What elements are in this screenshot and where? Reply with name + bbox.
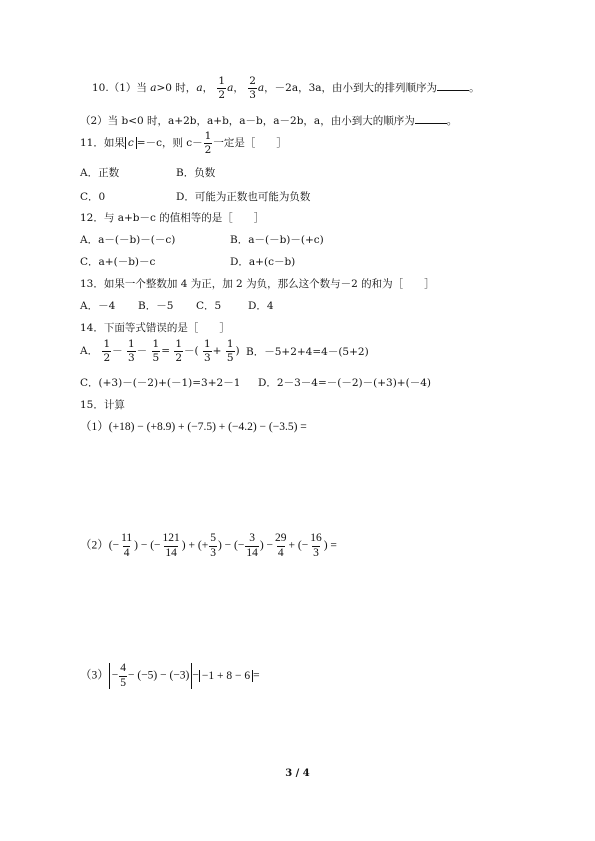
fraction: $\frac{1}{5}$ — [226, 338, 234, 364]
answer-blank[interactable] — [415, 114, 447, 124]
q14-option-a: A． $\frac{1}{2}$ － $\frac{1}{3}$ － $\frac{1}{5}$ = $\frac{1}{2}$ －( $\frac{1}{3}$ + $\frac{1}{5}$ ) — [80, 338, 240, 364]
fraction: $\frac{16}{3}$ — [310, 532, 322, 559]
fraction: $\frac{11}{4}$ — [121, 532, 133, 559]
q13-option-a: A．－4 — [80, 300, 116, 312]
q13-option-b: B．－5 — [138, 300, 174, 312]
q11-option-a: A．正数 — [80, 167, 120, 179]
fraction: $\frac{1}{3}$ — [203, 338, 211, 364]
q15-expression-2: （2）(− $\frac{11}{4}$ ) − (− $\frac{121}{14}$ ) + (+ $\frac{5}{3}$ ) − (− $\frac{3}{14}$ ) − $\frac{29}{4}$ + (− $\frac{16}{3}$ ) = — [80, 532, 337, 559]
fraction: $\frac{3}{14}$ — [246, 532, 258, 559]
q14-option-c: C．(+3)－(－2)+(－1)=3+2－1 — [80, 377, 241, 389]
fraction: $\frac{5}{3}$ — [210, 532, 216, 559]
q11-option-c: C．0 — [80, 191, 106, 203]
q11-stem: 11．如果 c =－c，则 c－ $\frac{1}{2}$ 一定是［ ］ — [80, 130, 287, 156]
fraction: $\frac{4}{5}$ — [120, 662, 126, 689]
q14-option-d: D．2－3－4=－(－2)－(+3)+(－4) — [258, 377, 431, 389]
q15-stem: 15．计算 — [80, 399, 125, 411]
q14-stem: 14．下面等式错误的是［ ］ — [80, 322, 230, 334]
answer-blank[interactable] — [437, 81, 469, 91]
fraction: $\frac{1}{2}$ — [175, 338, 183, 364]
fraction-2-3: $\frac{2}{3}$ — [249, 75, 256, 101]
fraction: $\frac{1}{5}$ — [152, 338, 160, 364]
q13-option-d: D．4 — [248, 300, 274, 312]
q12-option-c: C．a+(－b)－c — [80, 256, 156, 268]
q10-line1: 10.（1）当 a>0 时，a， $\frac{1}{2}$ a， $\frac{2}{3}$ a，－2a，3a，由小到大的排列顺序为 。 — [92, 75, 480, 101]
q12-option-d: D．a+(c－b) — [230, 256, 296, 268]
q12-option-b: B．a－(－b)－(+c) — [230, 234, 324, 246]
q14-option-b: B．－5+2+4=4－(5+2) — [246, 346, 369, 358]
q15-expression-3: （3） − $\frac{4}{5}$ − (−5) − (−3) − −1 + 8 − 6 = — [80, 662, 260, 689]
fraction: $\frac{29}{4}$ — [275, 532, 287, 559]
q12-stem: 12．与 a+b－c 的值相等的是［ ］ — [80, 212, 265, 224]
fraction-1-2: $\frac{1}{2}$ — [204, 130, 212, 156]
page-number: 3 / 4 — [285, 768, 310, 779]
q13-stem: 13．如果一个整数加 4 为正，加 2 为负，那么这个数与－2 的和为［ ］ — [80, 278, 435, 290]
absolute-value-2: −1 + 8 − 6 — [199, 670, 253, 682]
absolute-value-1: − $\frac{4}{5}$ − (−5) − (−3) — [109, 663, 193, 689]
q11-option-d: D．可能为正数也可能为负数 — [176, 191, 311, 203]
fraction: $\frac{121}{14}$ — [162, 532, 180, 559]
fraction: $\frac{1}{2}$ — [103, 338, 111, 364]
fraction-1-2: $\frac{1}{2}$ — [218, 75, 226, 101]
q12-option-a: A．a－(－b)－(－c) — [80, 234, 176, 246]
abs-c: c — [125, 137, 137, 149]
q11-option-b: B．负数 — [176, 167, 216, 179]
q15-expression-1: （1）(+18) − (+8.9) + (−7.5) + (−4.2) − (−3.5) = — [80, 421, 307, 433]
q13-option-c: C．5 — [196, 300, 222, 312]
fraction: $\frac{1}{3}$ — [127, 338, 135, 364]
q10-line2: （2）当 b<0 时，a+2b，a+b，a－b，a－2b，a，由小到大的顺序为 。 — [80, 115, 458, 127]
